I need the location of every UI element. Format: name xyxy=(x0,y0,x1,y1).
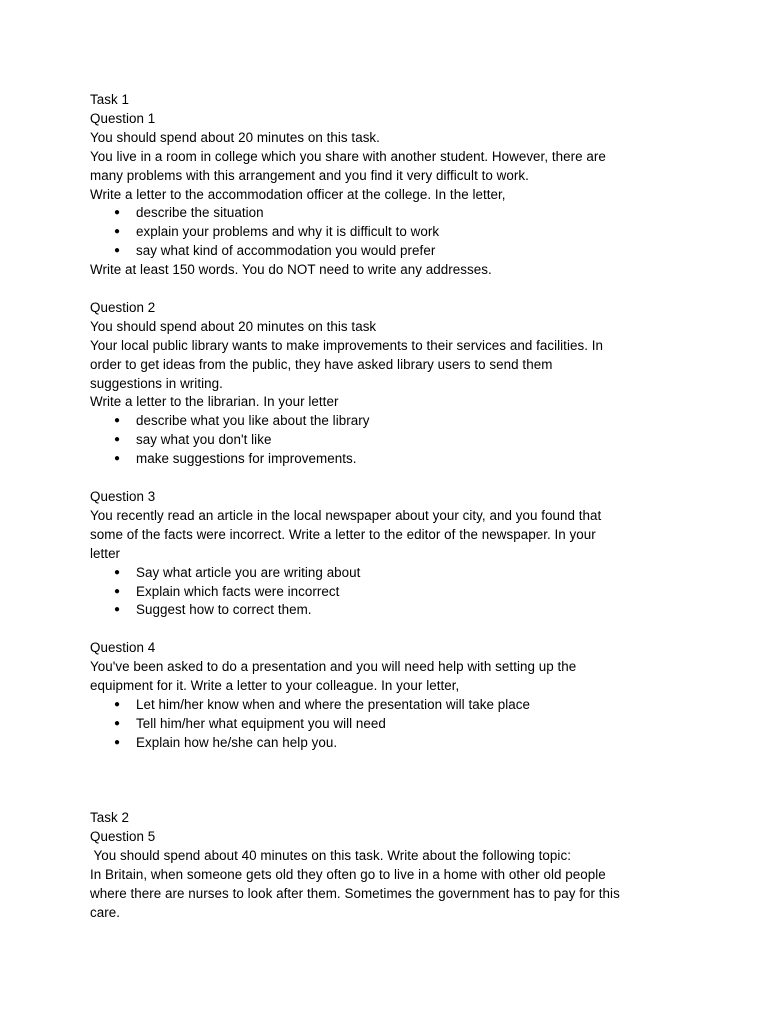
bullet-text: say what kind of accommodation you would prefer xyxy=(136,243,436,259)
question-text-line: In Britain, when someone gets old they often go to live in a home with other old people xyxy=(90,867,606,883)
bullet-text: Let him/her know when and where the presentation will take place xyxy=(136,696,530,712)
bullet-dot-icon: ● xyxy=(114,245,121,257)
bullet-dot-icon: ● xyxy=(114,717,121,729)
question-text-line: many problems with this arrangement and you find it very difficult to work. xyxy=(90,167,529,183)
question-text-line: Write a letter to the accommodation officer at the college. In the letter, xyxy=(90,186,506,202)
bullet-text: Tell him/her what equipment you will need xyxy=(136,715,386,731)
question-text-line: You should spend about 20 minutes on this task. xyxy=(90,129,380,145)
bullet-item xyxy=(90,564,690,583)
bullet-dot-icon: ● xyxy=(114,226,121,238)
spacer xyxy=(90,753,690,810)
bullet-text: Suggest how to correct them. xyxy=(136,602,312,618)
bullet-item xyxy=(90,431,690,450)
bullet-text: Say what article you are writing about xyxy=(136,564,361,580)
question-text-line: suggestions in writing. xyxy=(90,375,223,391)
bullet-dot-icon: ● xyxy=(114,566,121,578)
bullet-item xyxy=(90,601,690,620)
question-text-line: where there are nurses to look after them. Sometimes the government has to pay for this xyxy=(90,885,620,901)
bullet-dot-icon: ● xyxy=(114,434,121,446)
question-text-line: Your local public library wants to make improvements to their services and facilities. In xyxy=(90,337,604,353)
spacer xyxy=(90,469,690,488)
bullet-item xyxy=(90,696,690,715)
bullet-text: explain your problems and why it is difficult to work xyxy=(136,224,440,240)
bullet-dot-icon: ● xyxy=(114,207,121,219)
task-heading: Task 2 xyxy=(90,810,129,826)
bullet-list xyxy=(90,564,690,621)
question-title: Question 4 xyxy=(90,640,156,656)
bullet-dot-icon: ● xyxy=(114,604,121,616)
question-text-line: You should spend about 40 minutes on this task. Write about the following topic: xyxy=(90,848,571,864)
bullet-text: say what you don't like xyxy=(136,432,272,448)
question-title: Question 3 xyxy=(90,489,156,504)
bullet-item xyxy=(90,715,690,734)
bullet-item xyxy=(90,583,690,602)
bullet-dot-icon: ● xyxy=(114,736,121,748)
spacer xyxy=(90,280,690,299)
bullet-list xyxy=(90,204,690,261)
question-text-line: You live in a room in college which you share with another student. However, there are xyxy=(90,148,606,164)
bullet-item xyxy=(90,412,690,431)
bullet-dot-icon: ● xyxy=(114,585,121,597)
question-text-line: some of the facts were incorrect. Write a letter to the editor of the newspaper. In your xyxy=(90,526,596,542)
task-heading: Task 1 xyxy=(90,92,129,107)
question-text-line: Write a letter to the librarian. In your letter xyxy=(90,394,339,410)
bullet-text: make suggestions for improvements. xyxy=(136,451,357,467)
bullet-dot-icon: ● xyxy=(114,453,121,465)
bullet-dot-icon: ● xyxy=(114,698,121,710)
bullet-item xyxy=(90,734,690,753)
question-text-line: You've been asked to do a presentation and you will need help with setting up the xyxy=(90,659,577,675)
bullet-item xyxy=(90,204,690,223)
bullet-list xyxy=(90,696,690,753)
question-text-line: equipment for it. Write a letter to your colleague. In your letter, xyxy=(90,678,460,694)
bullet-text: Explain which facts were incorrect xyxy=(136,583,340,599)
question-text-line: letter xyxy=(90,545,121,561)
bullet-text: describe the situation xyxy=(136,205,264,221)
question-title: Question 5 xyxy=(90,829,156,845)
question-text-line: You recently read an article in the local newspaper about your city, and you found that xyxy=(90,507,602,523)
bullet-item xyxy=(90,223,690,242)
bullet-list xyxy=(90,412,690,469)
question-footer: Write at least 150 words. You do NOT need to write any addresses. xyxy=(90,262,492,278)
bullet-text: Explain how he/she can help you. xyxy=(136,734,338,750)
bullet-item xyxy=(90,242,690,261)
question-title: Question 2 xyxy=(90,299,156,315)
bullet-dot-icon: ● xyxy=(114,415,121,427)
spacer xyxy=(90,620,690,639)
question-title: Question 1 xyxy=(90,110,156,126)
document-page xyxy=(90,91,690,923)
question-text-line: You should spend about 20 minutes on this task xyxy=(90,318,377,334)
question-text-line: order to get ideas from the public, they have asked library users to send them xyxy=(90,356,553,372)
bullet-text: describe what you like about the library xyxy=(136,413,370,429)
question-text-line: care. xyxy=(90,904,121,920)
bullet-item xyxy=(90,450,690,469)
